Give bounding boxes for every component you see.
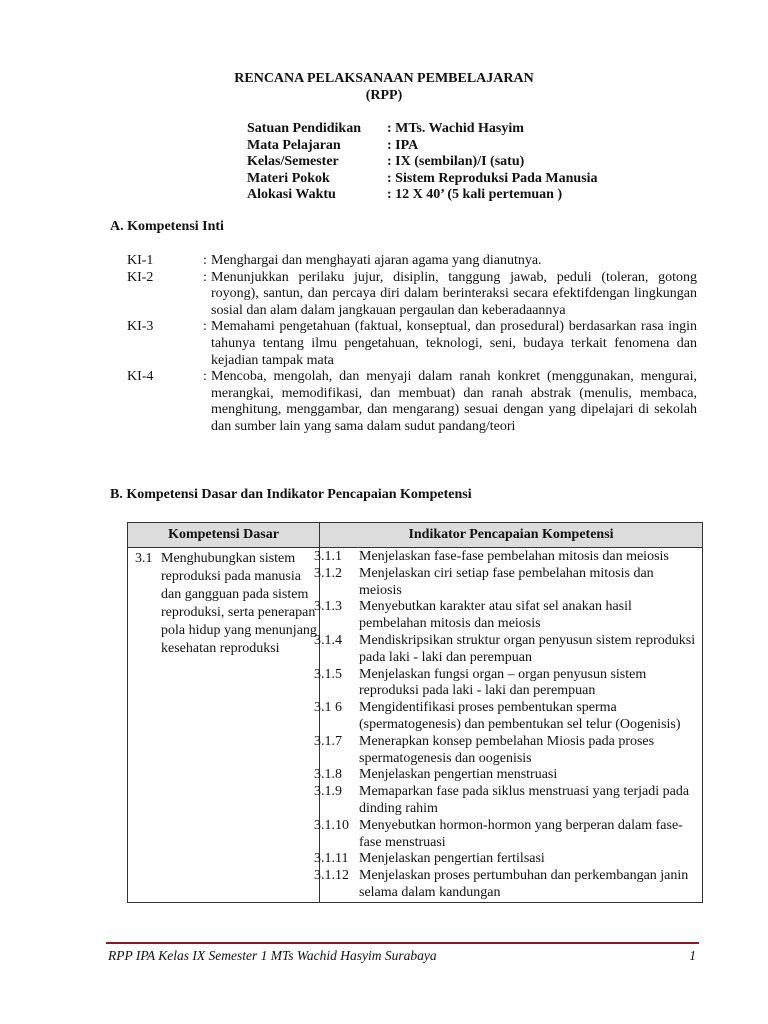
indicator-text: Menjelaskan pengertian menstruasi <box>359 767 558 783</box>
indicator-number: 3.1.4 <box>314 632 342 648</box>
indicator-number: 3.1.3 <box>314 599 342 615</box>
kd-number: 3.1 <box>135 551 153 566</box>
meta-value: : Sistem Reproduksi Pada Manusia <box>387 170 598 186</box>
indicator-text: Memaparkan fase pada siklus menstruasi yang terjadi pada dinding rahim <box>359 784 690 816</box>
table-row <box>128 548 703 903</box>
ki-item: KI-3 : Memahami pengetahuan (faktual, konseptual, dan prosedural) berdasarkan rasa ingin tahunya tentang ilmu pengetahuan, teknologi, seni, budaya terkait fenomena dan kejadian tampak mata <box>127 319 697 368</box>
ki-item: KI-4 : Mencoba, mengolah, dan menyaji dalam ranah konkret (menggunakan, mengurai, merangkai, memodifikasi, dan membuat) dan ranah abstrak (menulis, membaca, menghitung, menggambar, dan mengarang) sesuai dengan yang dipelajari di sekolah dan sumber lain yang sama dalam sudut pandang/teori <box>127 369 697 434</box>
indicator-number: 3.1.1 <box>314 549 342 564</box>
section-b-heading: B. Kompetensi Dasar dan Indikator Pencapaian Kompetensi <box>110 487 472 502</box>
meta-key: Mata Pelajaran <box>247 137 341 153</box>
ki-text: Menghargai dan menghayati ajaran agama yang dianutnya. <box>211 253 542 268</box>
ki-code: KI-4 <box>127 369 154 385</box>
meta-key: Alokasi Waktu <box>247 187 336 203</box>
ki-code: KI-3 <box>127 319 154 335</box>
competency-table <box>127 522 703 903</box>
indicator-text: Mendiskripsikan struktur organ penyusun sistem reproduksi pada laki - laki dan perempuan <box>359 632 696 665</box>
ki-code: KI-1 <box>127 253 154 268</box>
indicator-text: Menjelaskan proses pertumbuhan dan perkembangan janin selama dalam kandungan <box>359 868 689 900</box>
indicator-text: Mengidentifikasi proses pembentukan sperma (spermatogenesis) dan pembentukan sel telur (Oogenisis) <box>359 700 681 732</box>
indicator-number: 3.1.2 <box>314 565 342 581</box>
ki-text: Memahami pengetahuan (faktual, konseptual, dan prosedural) berdasarkan rasa ingin tahunya tentang ilmu pengetahuan, teknologi, seni, budaya terkait fenomena dan kejadian tampak mata <box>211 319 697 368</box>
meta-value: : IPA <box>387 137 419 153</box>
document-subtitle: (RPP) <box>365 88 403 103</box>
indicator-number: 3.1.8 <box>314 767 342 783</box>
indicator-item <box>314 784 702 818</box>
indicator-item <box>314 565 702 600</box>
indicator-item <box>314 817 702 852</box>
indicator-number: 3.1.7 <box>314 733 342 749</box>
indicator-text: Menyebutkan karakter atau sifat sel anakan hasil pembelahan mitosis dan meiosis <box>359 599 632 632</box>
indicator-item <box>314 549 702 566</box>
ki-list <box>127 253 697 436</box>
indicator-number: 3.1.10 <box>314 817 349 833</box>
meta-value: : IX (sembilan)/I (satu) <box>387 154 525 170</box>
ki-code: KI-2 <box>127 269 154 285</box>
indicator-item <box>314 632 702 667</box>
footer-text: RPP IPA Kelas IX Semester 1 MTs Wachid Hasyim Surabaya <box>108 948 437 963</box>
indicator-text: Menyebutkan hormon-hormon yang berperan dalam fase-fase menstruasi <box>359 817 683 850</box>
indicator-text: Menjelaskan pengertian fertilsasi <box>359 851 545 867</box>
indicator-number: 3.1.11 <box>314 851 349 867</box>
indicator-cell <box>314 548 703 903</box>
meta-row <box>247 154 598 171</box>
indicator-text: Menjelaskan fungsi organ – organ penyusun sistem reproduksi pada laki - laki dan perempuan <box>359 666 647 699</box>
indicator-number: 3.1 6 <box>314 700 342 716</box>
ki-item: KI-1 : Menghargai dan menghayati ajaran agama yang dianutnya. <box>127 253 697 270</box>
ki-item: KI-2 : Menunjukkan perilaku jujur, disiplin, tanggung jawab, peduli (toleran, gotong royong), santun, dan percaya diri dalam berinteraksi secara efektifdengan lingkungan sosial dan alam dalam jangkauan pergaulan dan keberadaannya <box>127 269 697 318</box>
indicator-item <box>314 666 702 701</box>
page-number: 1 <box>689 948 696 963</box>
indicator-text: Menjelaskan fase-fase pembelahan mitosis dan meiosis <box>359 549 669 564</box>
indicator-number: 3.1.9 <box>314 784 342 800</box>
indicator-item <box>314 767 702 784</box>
indicator-number: 3.1.5 <box>314 666 342 682</box>
identity-block <box>247 121 598 204</box>
footer-divider <box>106 942 699 944</box>
indicator-text: Menjelaskan ciri setiap fase pembelahan mitosis dan meiosis <box>359 565 654 598</box>
meta-row <box>247 138 598 155</box>
indicator-text: Menerapkan konsep pembelahan Miosis pada proses spermatogenesis dan oogenisis <box>359 733 655 766</box>
indicator-number: 3.1.12 <box>314 868 349 884</box>
meta-row <box>247 187 598 204</box>
ki-text: Menunjukkan perilaku jujur, disiplin, tanggung jawab, peduli (toleran, gotong royong), santun, dan percaya diri dalam berinteraksi secara efektifdengan lingkungan sosial dan alam dalam jangkauan pergaulan dan keberadaannya <box>211 269 697 318</box>
kd-text: Menghubungkan sistem reproduksi pada manusia dan gangguan pada sistem reproduksi, serta penerapan pola hidup yang menunjang kesehatan reproduksi <box>161 551 317 656</box>
ki-text: Mencoba, mengolah, dan menyaji dalam ranah konkret (menggunakan, mengurai, merangkai, memodifikasi, dan membuat) dan ranah abstrak (menulis, membaca, menghitung, menggambar, dan mengarang) sesuai dengan yang dipelajari di sekolah dan sumber lain yang sama dalam sudut pandang/teori <box>211 369 697 434</box>
indicator-item <box>314 599 702 633</box>
meta-key: Kelas/Semester <box>247 154 339 170</box>
meta-value: : MTs. Wachid Hasyim <box>387 121 524 136</box>
meta-value: : 12 X 40’ (5 kali pertemuan ) <box>387 187 563 203</box>
table-header-indicators: Indikator Pencapaian Kompetensi <box>320 523 703 548</box>
meta-row <box>247 171 598 188</box>
indicator-item <box>314 700 702 734</box>
table-header-kd: Kompetensi Dasar <box>128 523 320 548</box>
meta-row <box>247 121 598 138</box>
section-a-heading: A. Kompetensi Inti <box>110 219 224 234</box>
indicator-item <box>314 851 702 868</box>
indicator-item <box>314 868 702 902</box>
kd-cell <box>128 548 320 903</box>
meta-key: Materi Pokok <box>247 170 330 186</box>
meta-key: Satuan Pendidikan <box>247 121 361 136</box>
page-footer <box>108 948 696 964</box>
document-title: RENCANA PELAKSANAAN PEMBELAJARAN <box>234 71 534 86</box>
indicator-item <box>314 733 702 768</box>
